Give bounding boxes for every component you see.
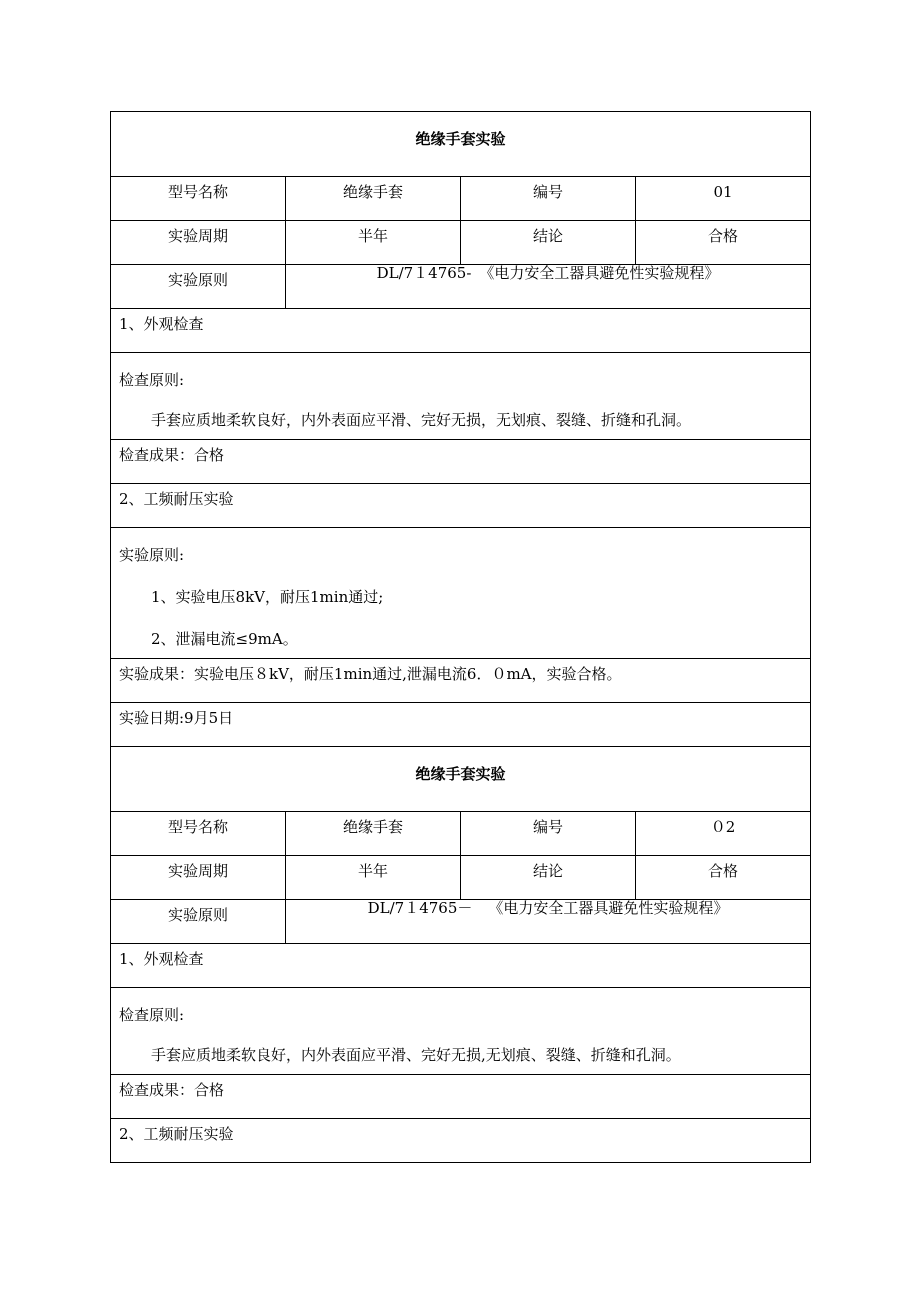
section-2-pressure-heading-row [111, 1119, 811, 1163]
pressure-principle-block [111, 528, 811, 659]
visual-principle-block [111, 353, 811, 440]
conclusion-value: 合格 [636, 856, 811, 900]
section-title: 绝缘手套实验 [111, 112, 811, 177]
period-label: 实验周期 [111, 221, 286, 265]
section-2-visual-result-row [111, 1075, 811, 1119]
section-1-date-row [111, 703, 811, 747]
section-1-pressure-principle-row [111, 528, 811, 659]
section-2-visual-heading-row [111, 944, 811, 988]
pressure-result: 实验成果：实验电压８kV，耐压1min通过,泄漏电流6．０mA，实验合格。 [111, 659, 811, 703]
conclusion-label: 结论 [461, 856, 636, 900]
standard-name: 《电力安全工器具避免性实验规程》 [488, 899, 729, 917]
period-value: 半年 [286, 856, 461, 900]
section-2-model-row [111, 812, 811, 856]
standard-value [286, 900, 811, 944]
visual-principle-text: 手套应质地柔软良好，内外表面应平滑、完好无损，无划痕、裂缝、折缝和孔洞。 [151, 410, 692, 429]
section-1-standard-row [111, 265, 811, 309]
standard-code: DL/7１4765- [376, 264, 472, 282]
pressure-rule-1: 1、实验电压8kV，耐压1min通过; [151, 587, 384, 606]
visual-principle-block [111, 988, 811, 1075]
standard-name: 《电力安全工器具避免性实验规程》 [479, 264, 720, 282]
section-2-title-row [111, 747, 811, 812]
model-label: 型号名称 [111, 177, 286, 221]
model-value: 绝缘手套 [286, 812, 461, 856]
visual-result: 检查成果：合格 [111, 1075, 811, 1119]
pressure-test-heading: 2、工频耐压实验 [111, 484, 811, 528]
test-date: 实验日期:9月5日 [111, 703, 811, 747]
standard-label: 实验原则 [111, 900, 286, 944]
section-1-visual-result-row [111, 440, 811, 484]
record-table [110, 111, 811, 1163]
pressure-test-heading: 2、工频耐压实验 [111, 1119, 811, 1163]
section-1-visual-principle-row [111, 353, 811, 440]
model-label: 型号名称 [111, 812, 286, 856]
number-value: ０2 [636, 812, 811, 856]
section-1-pressure-result-row [111, 659, 811, 703]
conclusion-value: 合格 [636, 221, 811, 265]
standard-value [286, 265, 811, 309]
period-value: 半年 [286, 221, 461, 265]
number-value: 01 [636, 177, 811, 221]
number-label: 编号 [461, 177, 636, 221]
section-2-period-row [111, 856, 811, 900]
section-2-standard-row [111, 900, 811, 944]
standard-label: 实验原则 [111, 265, 286, 309]
model-value: 绝缘手套 [286, 177, 461, 221]
section-title: 绝缘手套实验 [111, 747, 811, 812]
section-1-model-row [111, 177, 811, 221]
visual-principle-label: 检查原则: [119, 1005, 185, 1024]
test-record-form [110, 111, 810, 1163]
visual-result: 检查成果：合格 [111, 440, 811, 484]
visual-principle-text: 手套应质地柔软良好，内外表面应平滑、完好无损,无划痕、裂缝、折缝和孔洞。 [151, 1045, 681, 1064]
section-1-visual-heading-row [111, 309, 811, 353]
section-2-visual-principle-row [111, 988, 811, 1075]
section-1-title-row [111, 112, 811, 177]
section-1-period-row [111, 221, 811, 265]
standard-code: DL/7１4765－ [367, 899, 473, 917]
pressure-rule-2: 2、泄漏电流≤9mA。 [151, 629, 298, 648]
pressure-principle-label: 实验原则: [119, 545, 185, 564]
visual-inspection-heading: 1、外观检查 [111, 309, 811, 353]
section-1-pressure-heading-row [111, 484, 811, 528]
number-label: 编号 [461, 812, 636, 856]
visual-principle-label: 检查原则: [119, 370, 185, 389]
visual-inspection-heading: 1、外观检查 [111, 944, 811, 988]
conclusion-label: 结论 [461, 221, 636, 265]
period-label: 实验周期 [111, 856, 286, 900]
